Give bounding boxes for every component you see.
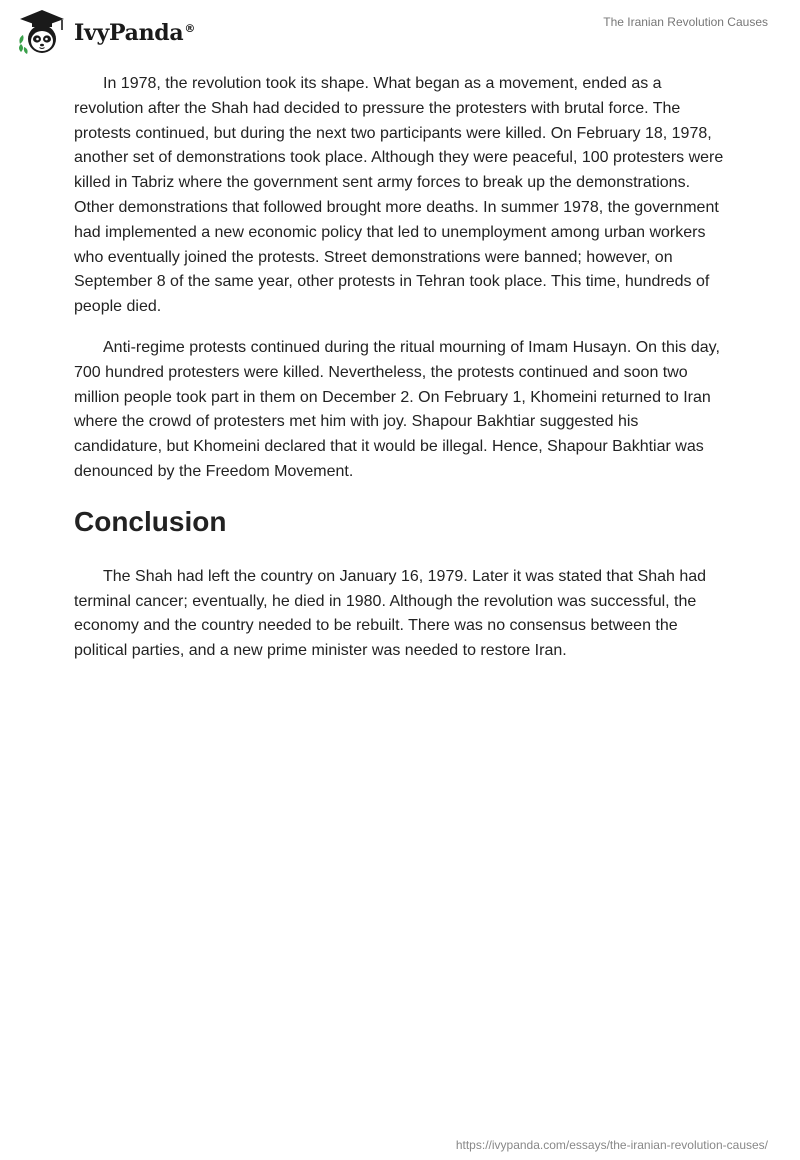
paragraph: Anti-regime protests continued during the ritual mourning of Imam Husayn. On this day, 700 hundred protesters were killed. Nevertheless, the protests continued and soon two million people took part in them on December 2. On February 1, Khomeini returned to Iran where the crowd of protesters met him with joy. Shapour Bakhtiar suggested his candidature, but Khomeini declared that it would be illegal. Hence, Shapour Bakhtiar was denounced by the Freedom Movement. <box>74 338 720 480</box>
registered-mark: ® <box>184 21 196 35</box>
paragraph: In 1978, the revolution took its shape. What began as a movement, ended as a revolution after the Shah had decided to pressure the protesters with brutal force. The protests continued, but during the next two participants were killed. On February 18, 1978, another set of demonstrations took place. Although they were peaceful, 100 protesters were killed in Tabriz where the government sent army forces to break up the demonstrations. Other demonstrations that followed brought more deaths. In summer 1978, the government had implemented a new economic policy that led to unemployment among urban workers who eventually joined the protests. Street demonstrations were banned; however, on September 8 of the same year, other protests in Tehran took place. This time, hundreds of people died. <box>74 75 724 316</box>
conclusion-heading: Conclusion <box>74 505 227 537</box>
panda-graduation-cap-icon <box>16 8 68 56</box>
essay-content <box>74 72 730 680</box>
document-title: The Iranian Revolution Causes <box>603 15 768 29</box>
paragraph: The Shah had left the country on January 16, 1979. Later it was stated that Shah had terminal cancer; eventually, he died in 1980. Although the revolution was successful, the economy and the country needed to be rebuilt. There was no consensus between the political parties, and a new prime minister was needed to restore Iran. <box>74 567 707 660</box>
source-url[interactable]: https://ivypanda.com/essays/the-iranian-revolution-causes/ <box>455 1138 768 1152</box>
brand-text: IvyPanda <box>74 20 184 46</box>
page-header <box>0 0 800 64</box>
brand-name <box>74 20 195 46</box>
ivypanda-logo[interactable] <box>16 8 195 56</box>
